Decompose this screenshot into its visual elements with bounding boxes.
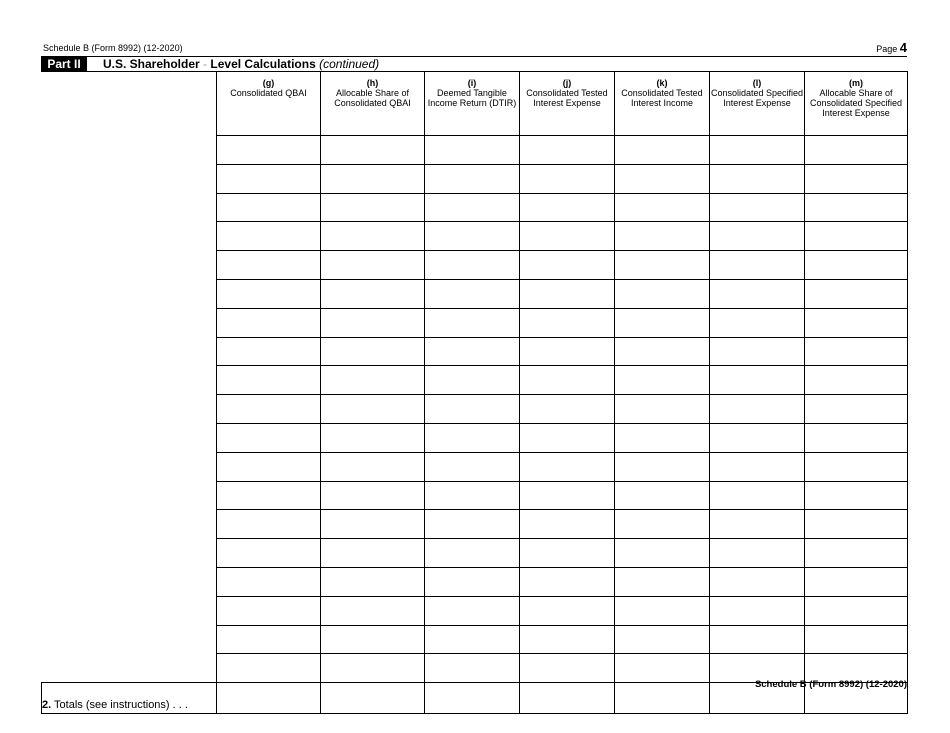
entry-field-k[interactable] bbox=[615, 164, 710, 193]
entry-field-h[interactable] bbox=[321, 625, 425, 654]
column-header-h bbox=[321, 72, 425, 136]
entry-field-g[interactable] bbox=[217, 251, 321, 280]
entry-field-h[interactable] bbox=[321, 136, 425, 165]
entry-field-j[interactable] bbox=[520, 366, 615, 395]
entry-field-j[interactable] bbox=[520, 279, 615, 308]
entry-field-g[interactable] bbox=[217, 452, 321, 481]
entry-field-m[interactable] bbox=[805, 481, 908, 510]
entry-field-l[interactable] bbox=[710, 222, 805, 251]
entry-field-k[interactable] bbox=[615, 481, 710, 510]
column-label: Deemed Tangible Income Return (DTIR) bbox=[427, 88, 517, 108]
column-header-row bbox=[42, 72, 908, 136]
entry-field-i[interactable] bbox=[425, 395, 520, 424]
entry-field-j[interactable] bbox=[520, 539, 615, 568]
entry-row bbox=[42, 337, 908, 366]
entry-field-g[interactable] bbox=[217, 308, 321, 337]
entry-field-h[interactable] bbox=[321, 452, 425, 481]
row-spacer bbox=[42, 423, 217, 452]
entry-field-g[interactable] bbox=[217, 136, 321, 165]
entry-field-k[interactable] bbox=[615, 251, 710, 280]
entry-row bbox=[42, 279, 908, 308]
entry-field-l[interactable] bbox=[710, 481, 805, 510]
entry-field-i[interactable] bbox=[425, 279, 520, 308]
row-spacer bbox=[42, 279, 217, 308]
entry-field-k[interactable] bbox=[615, 337, 710, 366]
entry-field-l[interactable] bbox=[710, 596, 805, 625]
entry-field-i[interactable] bbox=[425, 366, 520, 395]
entry-row bbox=[42, 539, 908, 568]
column-header-k bbox=[615, 72, 710, 136]
row-spacer bbox=[42, 136, 217, 165]
entry-field-g[interactable] bbox=[217, 279, 321, 308]
column-letter: (h) bbox=[366, 78, 379, 88]
totals-field-k[interactable] bbox=[615, 683, 710, 714]
entry-field-k[interactable] bbox=[615, 596, 710, 625]
row-spacer bbox=[42, 337, 217, 366]
entry-field-l[interactable] bbox=[710, 308, 805, 337]
entry-field-i[interactable] bbox=[425, 337, 520, 366]
totals-field-i[interactable] bbox=[425, 683, 520, 714]
entry-field-k[interactable] bbox=[615, 510, 710, 539]
entry-field-i[interactable] bbox=[425, 625, 520, 654]
column-letter: (j) bbox=[562, 78, 572, 88]
entry-field-m[interactable] bbox=[805, 337, 908, 366]
entry-field-g[interactable] bbox=[217, 567, 321, 596]
entry-field-m[interactable] bbox=[805, 395, 908, 424]
entry-field-h[interactable] bbox=[321, 337, 425, 366]
entry-row bbox=[42, 395, 908, 424]
entry-row bbox=[42, 308, 908, 337]
entry-field-l[interactable] bbox=[710, 337, 805, 366]
totals-leader: . . . bbox=[172, 699, 188, 712]
entry-field-m[interactable] bbox=[805, 625, 908, 654]
entry-field-i[interactable] bbox=[425, 251, 520, 280]
page-indicator bbox=[876, 40, 907, 55]
entry-field-l[interactable] bbox=[710, 625, 805, 654]
entry-field-m[interactable] bbox=[805, 510, 908, 539]
row-spacer bbox=[42, 510, 217, 539]
entry-field-g[interactable] bbox=[217, 395, 321, 424]
entry-field-l[interactable] bbox=[710, 251, 805, 280]
entry-field-j[interactable] bbox=[520, 452, 615, 481]
entry-field-h[interactable] bbox=[321, 596, 425, 625]
entry-field-h[interactable] bbox=[321, 567, 425, 596]
entry-field-l[interactable] bbox=[710, 193, 805, 222]
entry-field-m[interactable] bbox=[805, 308, 908, 337]
entry-field-l[interactable] bbox=[710, 279, 805, 308]
entry-field-m[interactable] bbox=[805, 567, 908, 596]
entry-field-h[interactable] bbox=[321, 510, 425, 539]
row-spacer bbox=[42, 481, 217, 510]
entry-field-h[interactable] bbox=[321, 222, 425, 251]
entry-field-m[interactable] bbox=[805, 279, 908, 308]
entry-row bbox=[42, 625, 908, 654]
entry-field-k[interactable] bbox=[615, 452, 710, 481]
entry-field-i[interactable] bbox=[425, 452, 520, 481]
entry-field-k[interactable] bbox=[615, 539, 710, 568]
entry-row bbox=[42, 510, 908, 539]
entry-field-m[interactable] bbox=[805, 136, 908, 165]
entry-row bbox=[42, 596, 908, 625]
entry-field-h[interactable] bbox=[321, 251, 425, 280]
entry-field-m[interactable] bbox=[805, 596, 908, 625]
entry-field-j[interactable] bbox=[520, 596, 615, 625]
entry-field-j[interactable] bbox=[520, 136, 615, 165]
entry-field-k[interactable] bbox=[615, 395, 710, 424]
entry-field-k[interactable] bbox=[615, 625, 710, 654]
entry-field-h[interactable] bbox=[321, 539, 425, 568]
entry-field-g[interactable] bbox=[217, 222, 321, 251]
entry-field-h[interactable] bbox=[321, 279, 425, 308]
entry-row bbox=[42, 481, 908, 510]
entry-field-i[interactable] bbox=[425, 222, 520, 251]
entry-field-g[interactable] bbox=[217, 423, 321, 452]
entry-field-l[interactable] bbox=[710, 136, 805, 165]
entry-field-i[interactable] bbox=[425, 510, 520, 539]
entry-field-m[interactable] bbox=[805, 222, 908, 251]
column-header-j bbox=[520, 72, 615, 136]
entry-field-i[interactable] bbox=[425, 193, 520, 222]
entry-field-m[interactable] bbox=[805, 193, 908, 222]
page-label: Page bbox=[876, 44, 898, 54]
entry-field-i[interactable] bbox=[425, 136, 520, 165]
column-label: Consolidated Specified Interest Expense bbox=[710, 88, 804, 108]
row-spacer bbox=[42, 193, 217, 222]
column-header-m bbox=[805, 72, 908, 136]
entry-field-g[interactable] bbox=[217, 596, 321, 625]
entry-field-k[interactable] bbox=[615, 308, 710, 337]
part-title-a: U.S. Shareholder bbox=[103, 57, 200, 71]
entry-field-g[interactable] bbox=[217, 366, 321, 395]
entry-field-h[interactable] bbox=[321, 423, 425, 452]
totals-text: Totals (see instructions) bbox=[54, 699, 170, 712]
entry-field-k[interactable] bbox=[615, 136, 710, 165]
entry-field-k[interactable] bbox=[615, 222, 710, 251]
entry-field-g[interactable] bbox=[217, 481, 321, 510]
row-spacer bbox=[42, 366, 217, 395]
entry-row bbox=[42, 366, 908, 395]
entry-field-l[interactable] bbox=[710, 395, 805, 424]
row-spacer bbox=[42, 567, 217, 596]
row-spacer bbox=[42, 596, 217, 625]
entry-field-g[interactable] bbox=[217, 164, 321, 193]
entry-field-g[interactable] bbox=[217, 193, 321, 222]
entry-field-j[interactable] bbox=[520, 395, 615, 424]
entry-field-j[interactable] bbox=[520, 164, 615, 193]
form-header-name: Schedule B (Form 8992) (12-2020) bbox=[43, 43, 183, 53]
entry-field-i[interactable] bbox=[425, 654, 520, 683]
column-header-g bbox=[217, 72, 321, 136]
entry-field-m[interactable] bbox=[805, 423, 908, 452]
column-label: Consolidated Tested Interest Income bbox=[621, 88, 703, 108]
row-spacer bbox=[42, 452, 217, 481]
totals-field-j[interactable] bbox=[520, 683, 615, 714]
entry-field-j[interactable] bbox=[520, 251, 615, 280]
totals-label bbox=[42, 683, 217, 714]
form-footer-name: Schedule B (Form 8992) (12-2020) bbox=[754, 679, 907, 690]
entry-field-h[interactable] bbox=[321, 193, 425, 222]
row-spacer bbox=[42, 539, 217, 568]
part-title-b: Level Calculations bbox=[210, 57, 316, 71]
entry-field-h[interactable] bbox=[321, 366, 425, 395]
entry-field-i[interactable] bbox=[425, 481, 520, 510]
entry-field-j[interactable] bbox=[520, 481, 615, 510]
totals-field-g[interactable] bbox=[217, 683, 321, 714]
row-spacer bbox=[42, 308, 217, 337]
entry-field-j[interactable] bbox=[520, 654, 615, 683]
entry-field-l[interactable] bbox=[710, 567, 805, 596]
entry-field-k[interactable] bbox=[615, 423, 710, 452]
entry-row bbox=[42, 136, 908, 165]
part-title-continued: (continued) bbox=[319, 57, 380, 71]
column-label: Consolidated Tested Interest Expense bbox=[526, 88, 608, 108]
entry-field-j[interactable] bbox=[520, 423, 615, 452]
entry-field-g[interactable] bbox=[217, 654, 321, 683]
row-spacer bbox=[42, 251, 217, 280]
calculation-table bbox=[41, 71, 908, 714]
totals-line-number: 2. bbox=[42, 699, 52, 712]
entry-row bbox=[42, 567, 908, 596]
entry-field-g[interactable] bbox=[217, 539, 321, 568]
entry-field-k[interactable] bbox=[615, 366, 710, 395]
entry-field-g[interactable] bbox=[217, 625, 321, 654]
column-label: Allocable Share of Consolidated Specified Interest Expense bbox=[809, 88, 903, 118]
column-letter: (g) bbox=[262, 78, 275, 88]
entry-field-i[interactable] bbox=[425, 164, 520, 193]
entry-field-h[interactable] bbox=[321, 395, 425, 424]
row-spacer bbox=[42, 654, 217, 683]
entry-field-l[interactable] bbox=[710, 423, 805, 452]
page-number: 4 bbox=[899, 40, 907, 55]
entry-field-h[interactable] bbox=[321, 164, 425, 193]
entry-row bbox=[42, 423, 908, 452]
column-letter: (i) bbox=[467, 78, 477, 88]
entry-field-l[interactable] bbox=[710, 164, 805, 193]
row-spacer bbox=[42, 625, 217, 654]
entry-field-j[interactable] bbox=[520, 308, 615, 337]
column-header-i bbox=[425, 72, 520, 136]
entry-field-j[interactable] bbox=[520, 222, 615, 251]
entry-row bbox=[42, 164, 908, 193]
entry-field-m[interactable] bbox=[805, 251, 908, 280]
entry-field-l[interactable] bbox=[710, 452, 805, 481]
part-tag: Part II bbox=[41, 57, 87, 71]
part-header-bar bbox=[41, 56, 907, 72]
entry-field-h[interactable] bbox=[321, 481, 425, 510]
totals-field-h[interactable] bbox=[321, 683, 425, 714]
part-title bbox=[103, 57, 379, 71]
entry-field-m[interactable] bbox=[805, 164, 908, 193]
entry-field-j[interactable] bbox=[520, 510, 615, 539]
entry-field-g[interactable] bbox=[217, 337, 321, 366]
entry-rows bbox=[42, 136, 908, 714]
column-letter: (l) bbox=[752, 78, 762, 88]
entry-row bbox=[42, 452, 908, 481]
entry-field-g[interactable] bbox=[217, 510, 321, 539]
entry-field-j[interactable] bbox=[520, 625, 615, 654]
entry-field-j[interactable] bbox=[520, 193, 615, 222]
entry-field-l[interactable] bbox=[710, 366, 805, 395]
row-spacer bbox=[42, 164, 217, 193]
entry-field-k[interactable] bbox=[615, 654, 710, 683]
entry-field-l[interactable] bbox=[710, 510, 805, 539]
entry-field-h[interactable] bbox=[321, 308, 425, 337]
entry-row bbox=[42, 222, 908, 251]
entry-field-i[interactable] bbox=[425, 596, 520, 625]
entry-field-h[interactable] bbox=[321, 654, 425, 683]
entry-field-i[interactable] bbox=[425, 539, 520, 568]
row-spacer bbox=[42, 395, 217, 424]
entry-field-m[interactable] bbox=[805, 366, 908, 395]
entry-field-k[interactable] bbox=[615, 193, 710, 222]
entry-field-k[interactable] bbox=[615, 567, 710, 596]
entry-row bbox=[42, 251, 908, 280]
entry-field-m[interactable] bbox=[805, 539, 908, 568]
row-spacer bbox=[42, 222, 217, 251]
entry-field-k[interactable] bbox=[615, 279, 710, 308]
column-letter: (m) bbox=[849, 78, 863, 88]
entry-field-j[interactable] bbox=[520, 567, 615, 596]
part-title-dash: - bbox=[203, 57, 208, 71]
header-spacer bbox=[42, 72, 217, 136]
entry-field-i[interactable] bbox=[425, 567, 520, 596]
entry-row bbox=[42, 193, 908, 222]
column-letter: (k) bbox=[656, 78, 668, 88]
entry-field-l[interactable] bbox=[710, 539, 805, 568]
column-label: Consolidated QBAI bbox=[230, 88, 307, 98]
entry-field-i[interactable] bbox=[425, 308, 520, 337]
column-label: Allocable Share of Consolidated QBAI bbox=[334, 88, 411, 108]
entry-field-m[interactable] bbox=[805, 452, 908, 481]
entry-field-i[interactable] bbox=[425, 423, 520, 452]
column-header-l bbox=[710, 72, 805, 136]
entry-field-j[interactable] bbox=[520, 337, 615, 366]
